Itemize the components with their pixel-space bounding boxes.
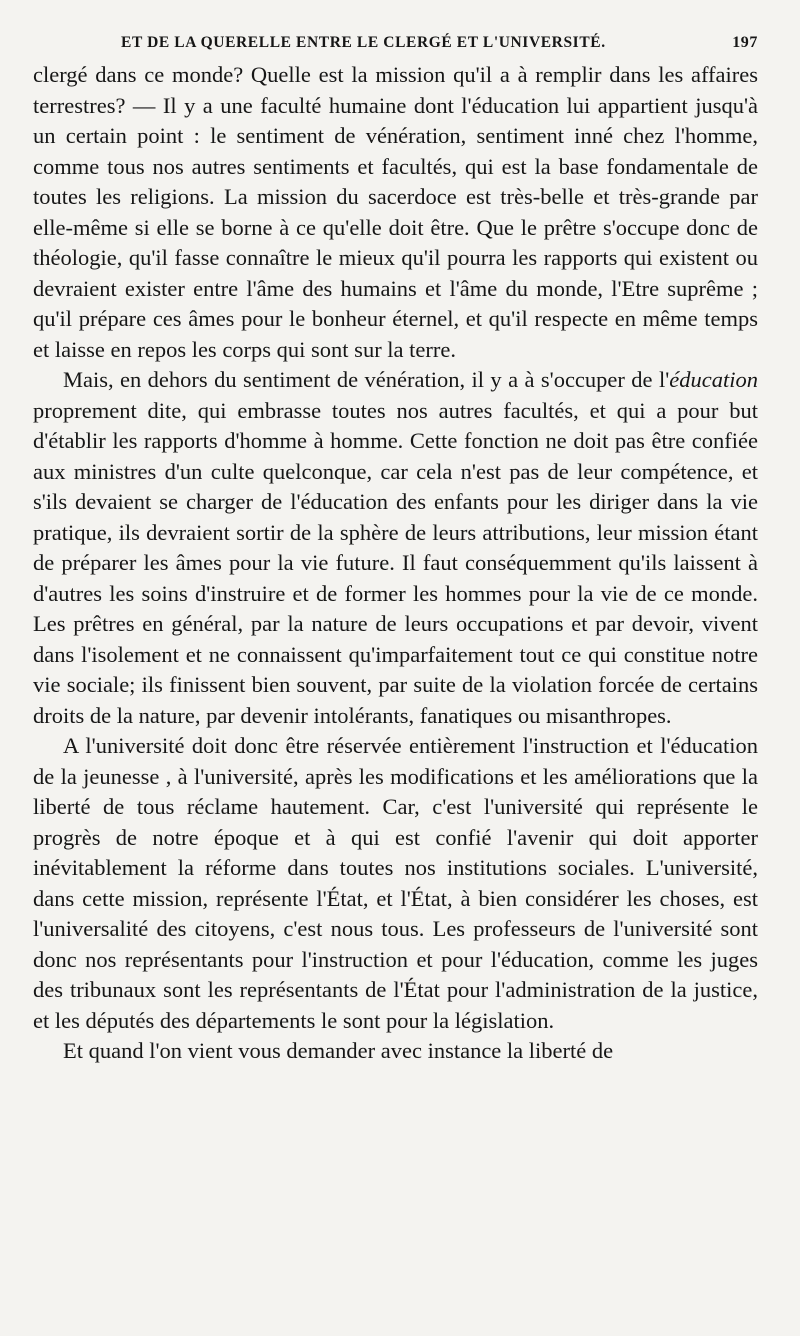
paragraph-2 xyxy=(33,365,758,731)
paragraph-2-text-end: proprement dite, qui embrasse toutes nos autres facultés, et qui a pour but d'établir les rapports d'homme à homme. Cette fonction ne doit pas être confiée aux ministres d'un culte quelconque, car cela n'est pas de leur compétence, et s'ils devaient se charger de l'éducation des enfants pour les diriger dans la vie pratique, ils devraient sortir de la sphère de leurs attributions, leur mission étant de préparer les âmes pour la vie future. Il faut conséquemment qu'ils laissent à d'autres les soins d'instruire et de former les hommes pour la vie de ce monde. Les prêtres en général, par la nature de leurs occupations et par devoir, vivent dans l'isolement et ne connaissent qu'imparfaitement tout ce qui constitue notre vie sociale; ils finissent bien souvent, par suite de la violation forcée de certains droits de la nature, par devenir intolérants, fanatiques ou misanthropes. xyxy=(33,397,758,728)
paragraph-2-italic-term: éducation xyxy=(669,367,758,392)
page-header xyxy=(33,28,758,60)
paragraph-3 xyxy=(33,731,758,1036)
page-number: 197 xyxy=(732,34,758,51)
paragraph-1 xyxy=(33,60,758,365)
paragraph-4 xyxy=(33,1036,758,1067)
running-head: ET DE LA QUERELLE ENTRE LE CLERGÉ ET L'UNIVERSITÉ. xyxy=(121,34,606,51)
paragraph-2-text-start: Mais, en dehors du sentiment de vénération, il y a à s'occuper de l' xyxy=(63,367,670,392)
paragraph-4-text: Et quand l'on vient vous demander avec instance la liberté de xyxy=(63,1038,614,1063)
paragraph-1-text: clergé dans ce monde? Quelle est la mission qu'il a à remplir dans les affaires terrestres? — Il y a une faculté humaine dont l'éducation lui appartient jusqu'à un certain point : le sentiment de vénération, sentiment inné chez l'homme, comme tous nos autres sentiments et facultés, qui est la base fondamentale de toutes les religions. La mission du sacerdoce est très-belle et très-grande par elle-même si elle se borne à ce qu'elle doit être. Que le prêtre s'occupe donc de théologie, qu'il fasse connaître le mieux qu'il pourra les rapports qui existent ou devraient exister entre l'âme des humains et l'âme du monde, l'Etre suprême ; qu'il prépare ces âmes pour le bonheur éternel, et qu'il respecte en même temps et laisse en repos les corps qui sont sur la terre. xyxy=(33,62,758,362)
paragraph-3-text: A l'université doit donc être réservée entièrement l'instruction et l'éducation de la jeunesse , à l'université, après les modifications et les améliorations que la liberté de tous réclame hautement. Car, c'est l'université qui représente le progrès de notre époque et à qui est confié l'avenir qui doit apporter inévitablement la réforme dans toutes nos institutions sociales. L'université, dans cette mission, représente l'État, et l'État, à bien considérer les choses, est l'universalité des citoyens, c'est nous tous. Les professeurs de l'université sont donc nos représentants pour l'instruction et pour l'éducation, comme les juges des tribunaux sont les représentants de l'État pour l'administration de la justice, et les députés des départements le sont pour la législation. xyxy=(33,733,758,1033)
body-text xyxy=(33,60,758,1067)
